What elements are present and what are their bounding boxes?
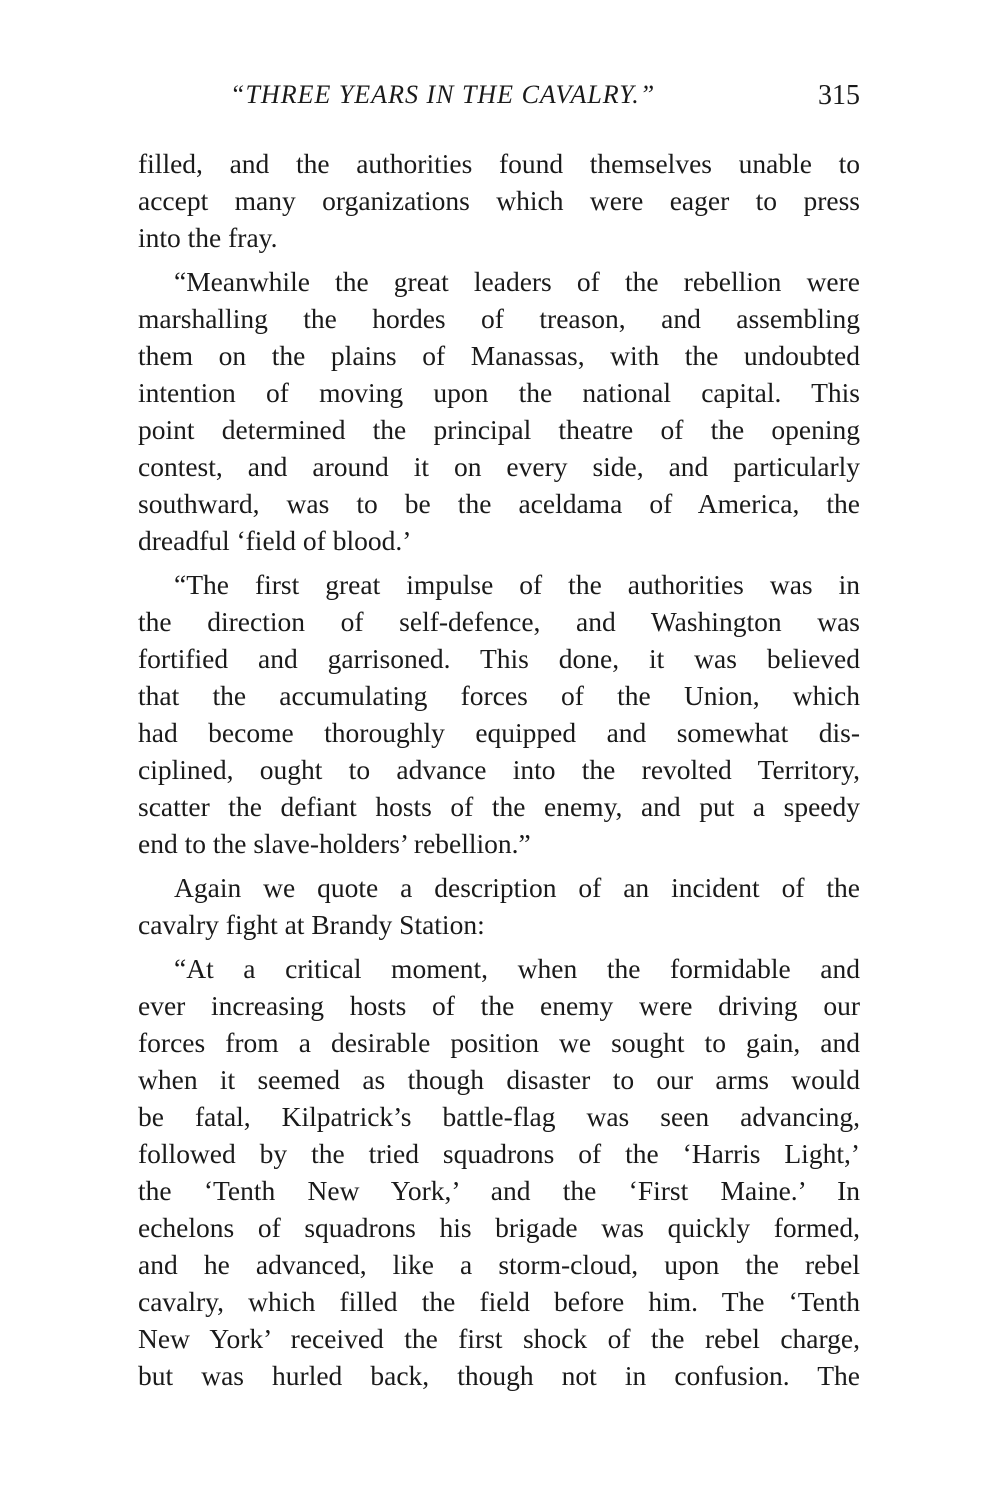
page-body-text	[138, 145, 860, 1394]
text-line: echelons of squadrons his brigade was quickly formed,	[138, 1212, 860, 1243]
text-line: be fatal, Kilpatrick’s battle-flag was seen advancing,	[138, 1101, 860, 1132]
text-line: the ‘Tenth New York,’ and the ‘First Maine.’ In	[138, 1175, 860, 1206]
text-line: into the fray.	[138, 222, 278, 253]
text-line: end to the slave-holders’ rebellion.”	[138, 828, 531, 859]
text-line: when it seemed as though disaster to our arms would	[138, 1064, 860, 1095]
text-line: marshalling the hordes of treason, and assembling	[138, 303, 860, 334]
text-line: and he advanced, like a storm-cloud, upon the rebel	[138, 1249, 860, 1280]
text-line: but was hurled back, though not in confusion. The	[138, 1360, 860, 1391]
text-line: filled, and the authorities found themselves unable to	[138, 148, 860, 179]
text-line: dreadful ‘field of blood.’	[138, 525, 412, 556]
page-number: 315	[818, 80, 860, 111]
running-title: “THREE YEARS IN THE CAVALRY.”	[230, 80, 656, 109]
text-line: southward, was to be the aceldama of America, the	[138, 488, 860, 519]
text-line: “Meanwhile the great leaders of the rebellion were	[174, 266, 860, 297]
text-line: point determined the principal theatre of the opening	[138, 414, 860, 445]
text-line: contest, and around it on every side, and particularly	[138, 451, 860, 482]
text-line: followed by the tried squadrons of the ‘Harris Light,’	[138, 1138, 860, 1169]
text-line: intention of moving upon the national capital. This	[138, 377, 860, 408]
text-line: New York’ received the first shock of the rebel charge,	[138, 1323, 860, 1354]
text-line: “At a critical moment, when the formidable and	[174, 953, 860, 984]
page-header	[230, 80, 860, 120]
text-line: cavalry, which filled the field before him. The ‘Tenth	[138, 1286, 860, 1317]
text-line: had become thoroughly equipped and somewhat dis-	[138, 717, 860, 748]
text-line: the direction of self-defence, and Washington was	[138, 606, 860, 637]
text-line: scatter the defiant hosts of the enemy, and put a speedy	[138, 791, 860, 822]
text-line: forces from a desirable position we sought to gain, and	[138, 1027, 860, 1058]
text-line: ever increasing hosts of the enemy were driving our	[138, 990, 860, 1021]
text-line: fortified and garrisoned. This done, it was believed	[138, 643, 860, 674]
text-line: ciplined, ought to advance into the revolted Territory,	[138, 754, 860, 785]
text-line: accept many organizations which were eager to press	[138, 185, 860, 216]
text-line: cavalry fight at Brandy Station:	[138, 909, 485, 940]
text-line: Again we quote a description of an incident of the	[174, 872, 860, 903]
text-line: that the accumulating forces of the Union, which	[138, 680, 860, 711]
text-line: “The first great impulse of the authorities was in	[174, 569, 860, 600]
text-line: them on the plains of Manassas, with the undoubted	[138, 340, 860, 371]
